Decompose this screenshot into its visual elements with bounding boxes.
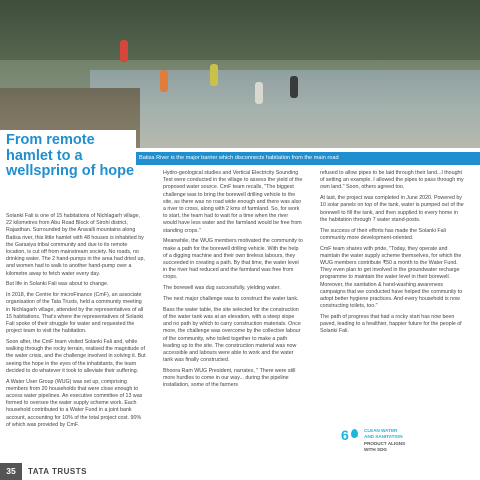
sdg-goal-line: CLEAN WATER	[364, 428, 398, 433]
sdg-goal-label	[364, 428, 403, 439]
column-2	[163, 170, 303, 393]
photo-person	[255, 82, 263, 104]
paragraph: The path of progress that had a rocky start has now been paved, leading to a healthier, happier future for the people of Solanki Fali.	[320, 314, 462, 335]
photo-river	[90, 70, 480, 148]
page-footer	[0, 463, 200, 480]
paragraph: Bhoora Ram WUG President, narrates, " There were still more hurdles to come in our way... during the pipeline installation, some of the farmers	[163, 368, 296, 389]
sdg-badge	[340, 426, 450, 460]
sdg-goal-line: AND SANITATION	[364, 433, 403, 439]
paragraph: CmF team shares with pride, "Today, they operate and maintain the water supply scheme themselves, for which the WUG members contribute ₹50 a month to the Water Fund. They even plan to get involved in the groundwater recharge programme to maintain the water level in their borewell. Moreover, the sanitation & hand-washing awareness campaigns that we conducted have helped the community to adopt better hygiene practices. And every household is now constructing toilets, too."	[320, 245, 463, 310]
photo-person	[120, 40, 128, 62]
sdg-alignment-line: WITH SDG	[364, 446, 387, 452]
photo-hills	[0, 0, 480, 60]
photo-person	[290, 76, 298, 98]
sdg-alignment-label	[364, 441, 405, 452]
paragraph: Solanki Fali is one of 15 habitations of Nichlagarh village, 22 kilometres from Abu Road Block of Sirohi district, Rajasthan. Surrounded by the Aravalli mountains along Batisa river, this little hamlet with 48 houses is inhabited by the Garasiya tribal community and due to its remote location, is cut off from mainstream society. No roads, no drinking water. The 2 hand-pumps in the area had dried up, and women had to walk to another hand-pump over a kilometre away to fetch water every day.	[6, 213, 145, 277]
paragraph: In 2018, the Centre for microFinance (CmF), an associate organisation of the Tata Trusts, held a community meeting in Nichlagarh village, attended by the representatives of all 15 habitations. That's where the representatives of Solanki Fali spoke of their struggle for water and requested the project team to visit the habitation.	[6, 292, 144, 335]
paragraph: But life in Solanki Fali was about to change.	[6, 281, 109, 288]
paragraph: Soon after, the CmF team visited Solanki Fali and, while walking through the rocky terrain, realised the magnitude of the water crisis, and the challenge involved in solving it. But seeing the hope in the eyes of the inhabitants, the team decided to do whatever it took to alleviate their suffering.	[6, 339, 146, 374]
paragraph: The success of their efforts has made the Solanki Fali community more development-oriented.	[320, 227, 446, 241]
brand-name: TATA TRUSTS	[28, 467, 87, 476]
paragraph: Bass the water table, the site selected for the construction of the water tank was at an elevation, with a steep slope and no path by which to carry construction materials. Once more, the challenge was overcome by the collective labour of the community, who toiled together to make a path leading up to the site. The construction material was now accessible and labours were able to work and the water tank was finally constructed.	[163, 306, 301, 364]
sdg-alignment-line: PRODUCT ALIGNS	[364, 441, 406, 446]
photo-caption: Batisa River is the major barrier which disconnects habitation from the main road	[136, 152, 480, 165]
paragraph: A Water User Group (WUG) was set up, comprising members from 20 households that were close enough to access water pipelines. An executive committee of 13 was formed to oversee the water supply scheme work. Each household contributed to a Water Fund in a joint bank account, accounting for 10% of the total project cost. 90% of which was provided by CmF.	[6, 378, 143, 428]
paragraph: The next major challenge was to construct the water tank.	[163, 296, 299, 303]
hero-photo	[0, 0, 480, 148]
sdg-number: 6	[341, 427, 349, 443]
photo-person	[210, 64, 218, 86]
paragraph: Hydro-geological studies and Vertical Electricity Sounding Test were conducted in the village to assess the yield of the proposed water source. CmF team recalls, "The biggest challenge was to bring the borewell drilling vehicle to the site, as there was no road wide enough and there was also a river to cross, along with 2 kms of farmland. So, for work to start, the team had to wait for a time when the river would have less water and the farmland would be free from standing crops."	[163, 170, 303, 234]
paragraph: refused to allow pipes to be laid through their land...I thought of setting an example. I allowed the pipes to pass through my own land." Soon, others agreed too.	[320, 170, 464, 191]
column-3	[320, 170, 466, 339]
article-title: From remote hamlet to a wellspring of hope	[6, 132, 135, 179]
paragraph: The borewell was dug successfully, yielding water.	[163, 285, 281, 292]
column-1	[6, 213, 146, 433]
paragraph: At last, the project was completed in June 2020. Powered by 10 solar panels on top of the tank, water is pumped out of the borewell to fill the tank, and then supplied to every home in the habitation through 7 water stand-posts.	[320, 195, 464, 223]
photo-person	[160, 70, 168, 92]
paragraph: Meanwhile, the WUG members motivated the community to make a path for the borewell drilling vehicle. With the help of a digging machine and their own tireless labours, they succeeded in creating a path. By that time, the water level in the river had reduced and the farmland was free from crops.	[163, 238, 303, 281]
page-number: 35	[0, 463, 22, 480]
water-drop-icon	[351, 429, 358, 438]
